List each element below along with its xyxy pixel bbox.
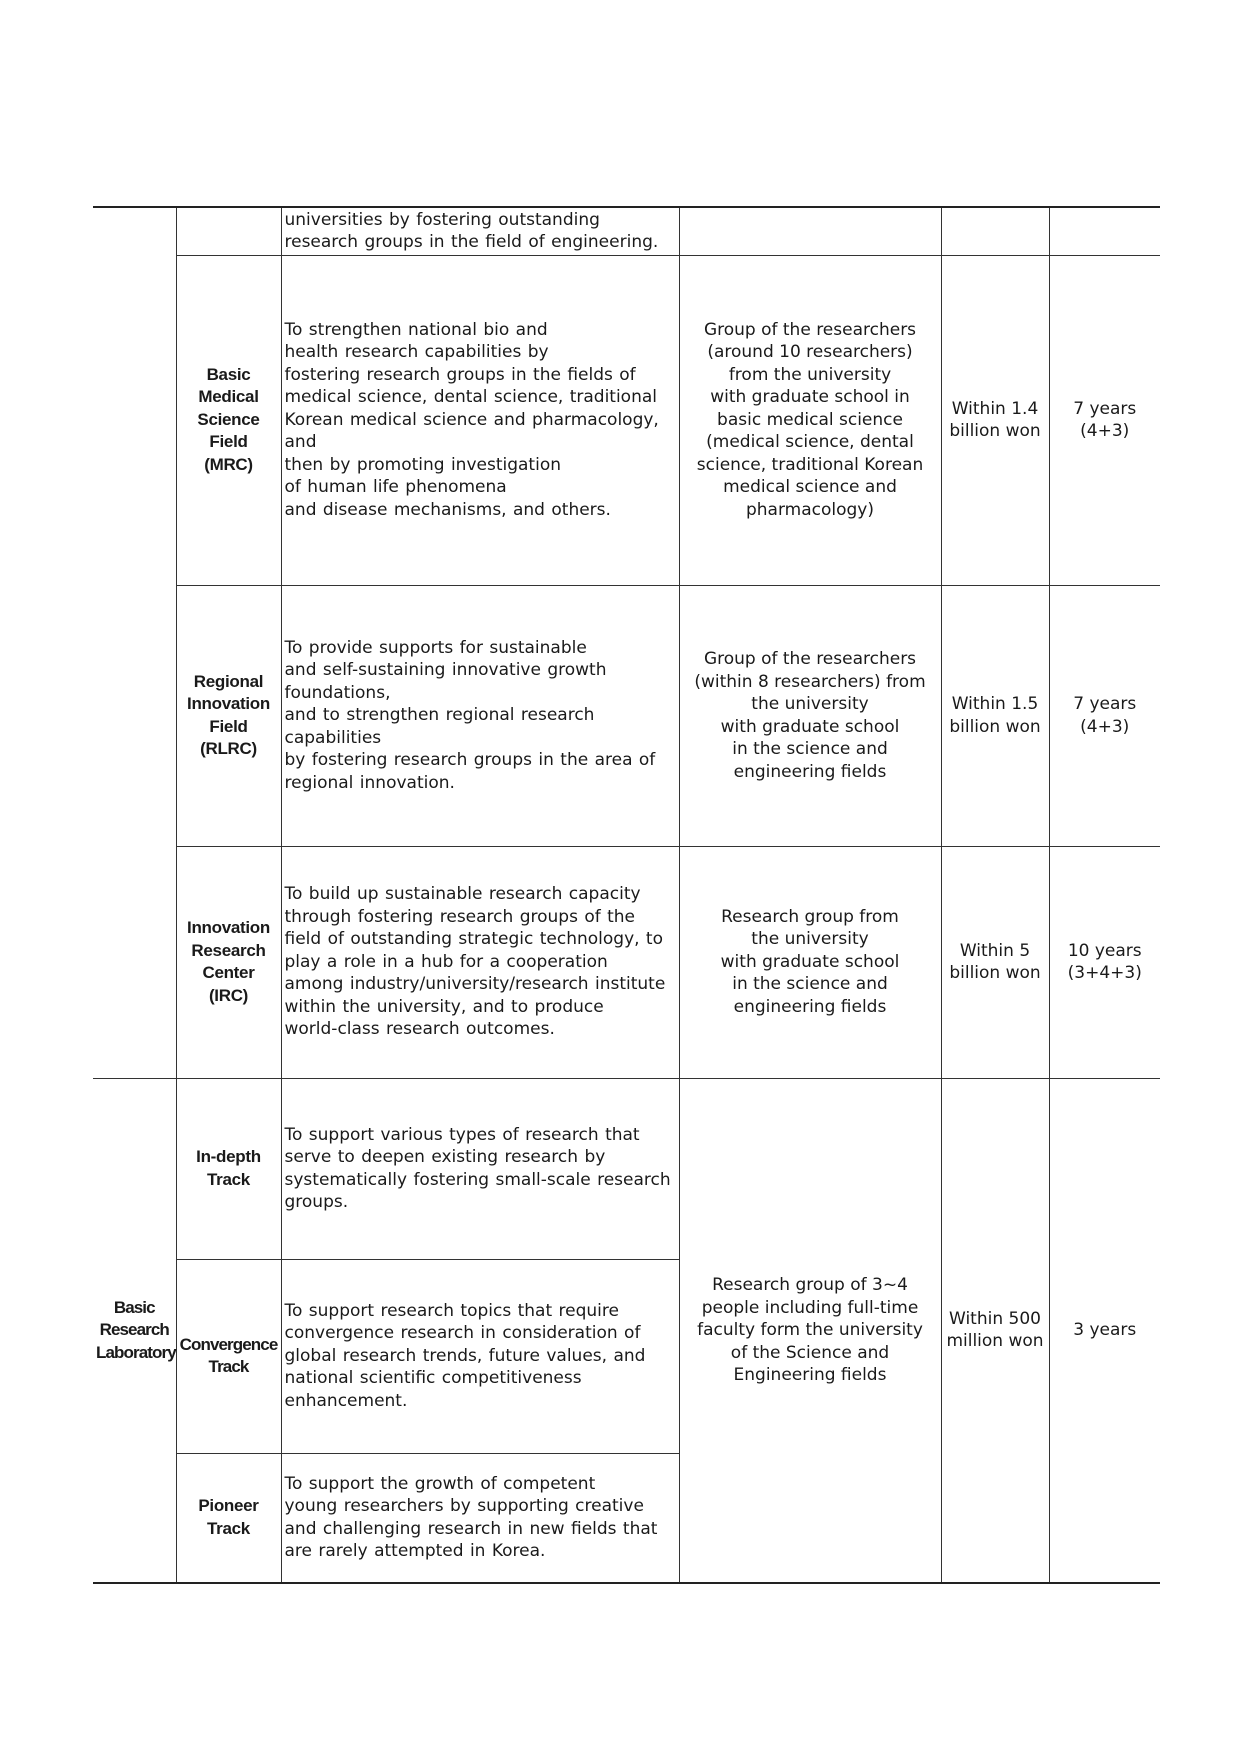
goal-cell: To support various types of research that serve to deepen existing research by systematically fostering small-scale research groups. [281,1078,679,1259]
field-cell-empty [176,207,281,255]
program-table [93,206,1160,1584]
budget-cell: Within 5 billion won [941,846,1049,1078]
budget-cell: Within 1.4 billion won [941,255,1049,585]
field-cell-irc: Innovation Research Center (IRC) [176,846,281,1078]
goal-cell: To build up sustainable research capacity through fostering research groups of the field of outstanding strategic technology, to play a role in a hub for a cooperation among industry/university/research institute within the university, and to produce world-class research outcomes. [281,846,679,1078]
goal-cell: To support the growth of competent young researchers by supporting creative and challenging research in new fields that are rarely attempted in Korea. [281,1453,679,1583]
table-row [93,1078,1160,1259]
period-cell: 10 years (3+4+3) [1049,846,1160,1078]
eligibility-cell: Research group of 3~4 people including full-time faculty form the university of the Science and Engineering fields [679,1078,941,1583]
eligibility-cell: Group of the researchers (within 8 researchers) from the university with graduate school in the science and engineering fields [679,585,941,846]
goal-cell: To provide supports for sustainable and self-sustaining innovative growth foundations, and to strengthen regional research capabilities by fostering research groups in the area of regional innovation. [281,585,679,846]
period-cell: 3 years [1049,1078,1160,1583]
eligibility-cell: Research group from the university with graduate school in the science and engineering fields [679,846,941,1078]
eligibility-cell-empty [679,207,941,255]
table-row [93,846,1160,1078]
table-row [93,255,1160,585]
field-cell-rlrc: Regional Innovation Field (RLRC) [176,585,281,846]
budget-cell-empty [941,207,1049,255]
table-row [93,585,1160,846]
group-cell-empty [93,207,176,1078]
field-cell-pioneer: Pioneer Track [176,1453,281,1583]
period-cell-empty [1049,207,1160,255]
field-cell-in-depth: In-depth Track [176,1078,281,1259]
eligibility-cell: Group of the researchers (around 10 researchers) from the university with graduate school in basic medical science (medical science, dental science, traditional Korean medical science and pharmacology) [679,255,941,585]
table-row [93,207,1160,255]
field-cell-convergence: Convergence Track [176,1259,281,1453]
budget-cell: Within 1.5 billion won [941,585,1049,846]
budget-cell: Within 500 million won [941,1078,1049,1583]
goal-cell: To support research topics that require convergence research in consideration of global research trends, future values, and national scientific competitiveness enhancement. [281,1259,679,1453]
period-cell: 7 years (4+3) [1049,585,1160,846]
field-cell-mrc: Basic Medical Science Field (MRC) [176,255,281,585]
period-cell: 7 years (4+3) [1049,255,1160,585]
group-cell-brl: Basic Research Laboratory [93,1078,176,1583]
goal-cell: universities by fostering outstanding research groups in the field of engineering. [281,207,679,255]
goal-cell: To strengthen national bio and health research capabilities by fostering research groups in the fields of medical science, dental science, traditional Korean medical science and pharmacology, and then by promoting investigation of human life phenomena and disease mechanisms, and others. [281,255,679,585]
